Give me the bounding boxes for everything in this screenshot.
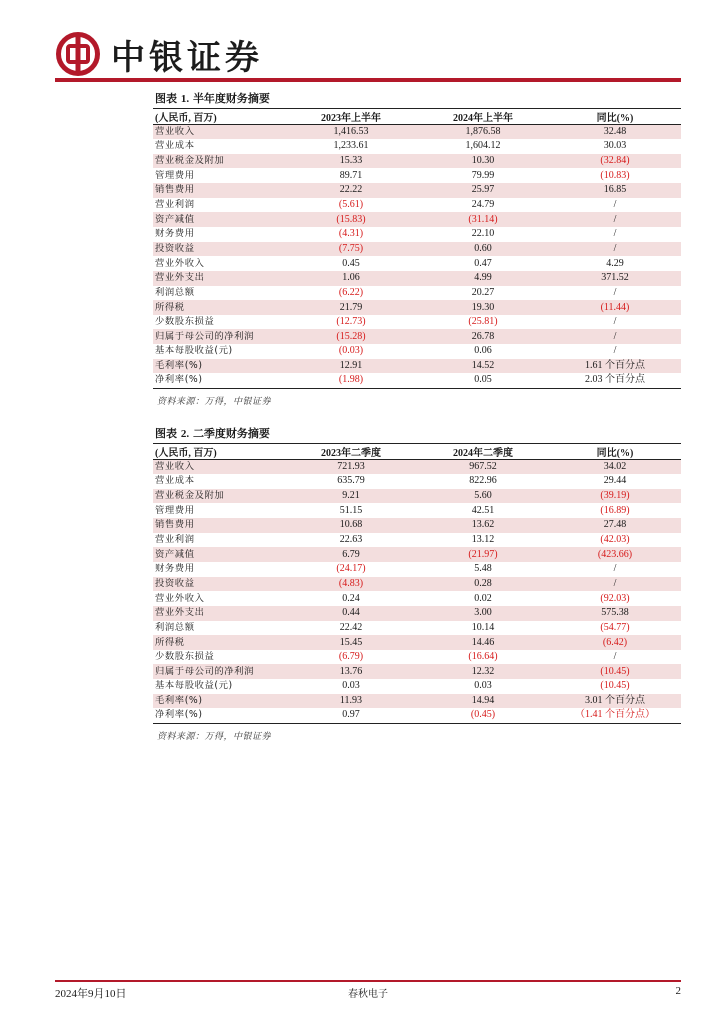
cell-value-yoy: (42.03) (600, 534, 630, 546)
cell-value-yoy: / (549, 577, 681, 592)
table-row (153, 125, 681, 140)
row-label: 营业外收入 (155, 257, 205, 269)
cell-value-curr: 0.47 (474, 257, 492, 269)
cell-value-prev: (24.17) (336, 563, 366, 575)
page-number: 2 (675, 985, 681, 997)
row-label: 营业成本 (155, 140, 195, 152)
cell-value-yoy: / (613, 228, 617, 240)
cell-value-curr: 4.99 (417, 271, 549, 286)
cell-value-curr: (25.81) (468, 316, 498, 328)
cell-value-prev: 0.44 (285, 606, 417, 621)
column-header: 2024年二季度 (417, 444, 549, 460)
table-row (153, 460, 681, 475)
row-label: 归属于母公司的净利润 (153, 329, 285, 344)
row-label: 营业外收入 (155, 592, 205, 604)
cell-value-curr: 13.12 (471, 534, 495, 546)
cell-value-prev: (0.03) (338, 345, 364, 357)
cell-value-prev: 10.68 (285, 518, 417, 533)
row-label: 财务费用 (155, 228, 195, 240)
cell-value-prev: (6.22) (338, 286, 364, 298)
table-row (153, 708, 681, 723)
row-label: 少数股东损益 (155, 651, 215, 663)
column-header: 同比(%) (549, 444, 681, 460)
table2-section (153, 427, 681, 742)
cell-value-curr: 42.51 (471, 504, 495, 516)
table-row (153, 242, 681, 257)
cell-value-curr: 10.30 (417, 154, 549, 169)
table2-header-row (153, 444, 681, 460)
cell-value-curr: (0.45) (470, 709, 496, 721)
cell-value-prev: 15.33 (285, 154, 417, 169)
cell-value-curr: 0.03 (474, 680, 492, 692)
row-label: 营业税金及附加 (153, 154, 285, 169)
row-label: 所得税 (153, 300, 285, 315)
cell-value-yoy: 575.38 (549, 606, 681, 621)
cell-value-curr: 0.60 (417, 242, 549, 257)
table-row (153, 503, 681, 518)
table-row (153, 359, 681, 374)
cell-value-curr: 0.28 (417, 577, 549, 592)
cell-value-yoy: (10.45) (549, 664, 681, 679)
cell-value-curr: 3.00 (417, 606, 549, 621)
cell-value-yoy: / (613, 651, 617, 663)
cell-value-prev: 9.21 (285, 489, 417, 504)
row-label: 销售费用 (153, 518, 285, 533)
table-row (153, 227, 681, 242)
table-row (153, 606, 681, 621)
cell-value-yoy: / (613, 286, 617, 298)
cell-value-curr: 14.52 (417, 359, 549, 374)
cell-value-yoy: 1.61 个百分点 (549, 359, 681, 374)
cell-value-yoy: 32.48 (549, 125, 681, 140)
table-row (153, 664, 681, 679)
column-header: 2023年二季度 (285, 444, 417, 460)
cell-value-yoy: / (613, 563, 617, 575)
row-label: 管理费用 (155, 169, 195, 181)
cell-value-curr: 22.10 (471, 228, 495, 240)
cell-value-prev: 22.63 (339, 534, 363, 546)
row-label: 财务费用 (155, 563, 195, 575)
cell-value-curr: 0.02 (474, 592, 492, 604)
table-row (153, 168, 681, 183)
row-label: 净利率(%) (155, 374, 203, 386)
row-label: 投资收益 (153, 577, 285, 592)
row-label: 营业收入 (153, 125, 285, 140)
cell-value-curr: 79.99 (471, 169, 495, 181)
table-row (153, 591, 681, 606)
table-row (153, 474, 681, 489)
cell-value-curr: 19.30 (417, 300, 549, 315)
table-row (153, 344, 681, 359)
cell-value-yoy: / (549, 242, 681, 257)
header-divider (55, 78, 681, 82)
cell-value-prev: (15.83) (285, 212, 417, 227)
page-footer (55, 985, 681, 999)
cell-value-curr: 14.46 (417, 635, 549, 650)
cell-value-curr: 967.52 (417, 460, 549, 475)
cell-value-prev: (6.79) (338, 651, 364, 663)
row-label: 营业外支出 (153, 271, 285, 286)
row-label: 所得税 (153, 635, 285, 650)
row-label: 毛利率(%) (153, 359, 285, 374)
table-row (153, 271, 681, 286)
table-row (153, 621, 681, 636)
table-row (153, 329, 681, 344)
row-label: 净利率(%) (155, 709, 203, 721)
cell-value-prev: (12.73) (336, 316, 366, 328)
row-label: 基本每股收益(元) (155, 345, 233, 357)
cell-value-prev: 51.15 (339, 504, 363, 516)
cell-value-curr: 1,604.12 (465, 140, 501, 152)
cell-value-curr: 12.32 (417, 664, 549, 679)
table-row (153, 256, 681, 271)
cell-value-curr: 0.06 (474, 345, 492, 357)
cell-value-prev: 721.93 (285, 460, 417, 475)
cell-value-prev: (15.28) (285, 329, 417, 344)
cell-value-yoy: 34.02 (549, 460, 681, 475)
cell-value-curr: (16.64) (468, 651, 498, 663)
table1-header-row (153, 109, 681, 125)
row-label: 少数股东损益 (155, 316, 215, 328)
column-header: 同比(%) (549, 109, 681, 125)
row-label: 营业外支出 (153, 606, 285, 621)
row-label: 营业利润 (155, 199, 195, 211)
footer-company: 春秋电子 (348, 989, 388, 1000)
cell-value-yoy: (10.45) (600, 680, 630, 692)
table-row (153, 212, 681, 227)
cell-value-prev: 11.93 (285, 694, 417, 709)
cell-value-prev: 1.06 (285, 271, 417, 286)
cell-value-prev: 635.79 (337, 475, 365, 487)
table-row (153, 300, 681, 315)
row-label: 基本每股收益(元) (155, 680, 233, 692)
row-label: 营业收入 (153, 460, 285, 475)
brand-name: 中银证券 (111, 37, 263, 78)
cell-value-yoy: 29.44 (603, 475, 627, 487)
cell-value-prev: 22.42 (339, 621, 363, 633)
row-label: 归属于母公司的净利润 (153, 664, 285, 679)
row-label: 销售费用 (153, 183, 285, 198)
cell-value-prev: (7.75) (285, 242, 417, 257)
cell-value-yoy: (39.19) (549, 489, 681, 504)
table1-financial-summary (153, 108, 681, 389)
table-row (153, 154, 681, 169)
cell-value-prev: 15.45 (285, 635, 417, 650)
table-row (153, 650, 681, 665)
row-label: 投资收益 (153, 242, 285, 257)
table-row (153, 577, 681, 592)
table2-financial-summary (153, 443, 681, 724)
table2-source: 资料来源：万得，中银证券 (157, 731, 272, 742)
row-label: 毛利率(%) (153, 694, 285, 709)
cell-value-prev: 1,416.53 (285, 125, 417, 140)
cell-value-curr: 10.14 (471, 621, 495, 633)
cell-value-yoy: (423.66) (549, 547, 681, 562)
row-label: 管理费用 (155, 504, 195, 516)
cell-value-yoy: (54.77) (600, 621, 630, 633)
cell-value-prev: 13.76 (285, 664, 417, 679)
cell-value-yoy: (11.44) (549, 300, 681, 315)
cell-value-yoy: / (613, 345, 617, 357)
table1-source: 资料来源：万得，中银证券 (157, 396, 272, 407)
cell-value-prev: (1.98) (338, 374, 364, 386)
cell-value-prev: 1,233.61 (333, 140, 369, 152)
cell-value-prev: 0.45 (342, 257, 360, 269)
report-header (55, 28, 263, 80)
cell-value-curr: (21.97) (417, 547, 549, 562)
table2-title: 图表 2. 二季度财务摘要 (155, 427, 270, 440)
cell-value-yoy: / (549, 329, 681, 344)
cell-value-yoy: 30.03 (603, 140, 627, 152)
row-label: 利润总额 (155, 286, 195, 298)
column-header: (人民币, 百万) (153, 444, 285, 460)
cell-value-prev: (4.83) (285, 577, 417, 592)
cell-value-yoy: （1.41 个百分点） (575, 709, 655, 721)
cell-value-prev: 0.03 (342, 680, 360, 692)
cell-value-curr: 13.62 (417, 518, 549, 533)
table-row (153, 139, 681, 154)
cell-value-prev: (5.61) (338, 199, 364, 211)
cell-value-prev: 12.91 (285, 359, 417, 374)
table-row (153, 183, 681, 198)
cell-value-yoy: 371.52 (549, 271, 681, 286)
cell-value-curr: 24.79 (471, 199, 495, 211)
cell-value-prev: (4.31) (338, 228, 364, 240)
table-row (153, 533, 681, 548)
column-header: 2024年上半年 (417, 109, 549, 125)
table-row (153, 694, 681, 709)
cell-value-yoy: 2.03 个百分点 (585, 374, 645, 386)
table-row (153, 518, 681, 533)
row-label: 利润总额 (155, 621, 195, 633)
cell-value-curr: 5.48 (474, 563, 492, 575)
table-row (153, 635, 681, 650)
row-label: 资产减值 (153, 547, 285, 562)
bank-of-china-logo-icon (55, 31, 101, 77)
cell-value-curr: 1,876.58 (417, 125, 549, 140)
table-row (153, 489, 681, 504)
cell-value-curr: 822.96 (469, 475, 497, 487)
table-row (153, 315, 681, 330)
table1-title: 图表 1. 半年度财务摘要 (155, 92, 270, 105)
table1-section (153, 92, 681, 407)
footer-divider (55, 980, 681, 982)
cell-value-curr: 25.97 (417, 183, 549, 198)
cell-value-yoy: / (613, 199, 617, 211)
cell-value-yoy: 3.01 个百分点 (549, 694, 681, 709)
cell-value-prev: 6.79 (285, 547, 417, 562)
row-label: 营业成本 (155, 475, 195, 487)
cell-value-yoy: (16.89) (600, 504, 630, 516)
cell-value-yoy: (6.42) (549, 635, 681, 650)
footer-date: 2024年9月10日 (55, 988, 127, 1000)
cell-value-curr: 14.94 (417, 694, 549, 709)
table-row (153, 286, 681, 301)
cell-value-yoy: 16.85 (549, 183, 681, 198)
row-label: 资产减值 (153, 212, 285, 227)
table-row (153, 562, 681, 577)
cell-value-curr: 20.27 (471, 286, 495, 298)
cell-value-yoy: / (613, 316, 617, 328)
cell-value-prev: 21.79 (285, 300, 417, 315)
cell-value-yoy: / (549, 212, 681, 227)
row-label: 营业利润 (155, 534, 195, 546)
cell-value-prev: 0.24 (342, 592, 360, 604)
cell-value-curr: 0.05 (474, 374, 492, 386)
table-row (153, 373, 681, 388)
column-header: (人民币, 百万) (153, 109, 285, 125)
cell-value-yoy: (92.03) (600, 592, 630, 604)
cell-value-yoy: (10.83) (600, 169, 630, 181)
cell-value-yoy: (32.84) (549, 154, 681, 169)
cell-value-prev: 0.97 (342, 709, 360, 721)
cell-value-prev: 89.71 (339, 169, 363, 181)
cell-value-curr: (31.14) (417, 212, 549, 227)
cell-value-curr: 26.78 (417, 329, 549, 344)
table-row (153, 547, 681, 562)
table-row (153, 679, 681, 694)
cell-value-curr: 5.60 (417, 489, 549, 504)
column-header: 2023年上半年 (285, 109, 417, 125)
table-row (153, 198, 681, 213)
cell-value-yoy: 4.29 (606, 257, 624, 269)
row-label: 营业税金及附加 (153, 489, 285, 504)
cell-value-prev: 22.22 (285, 183, 417, 198)
cell-value-yoy: 27.48 (549, 518, 681, 533)
